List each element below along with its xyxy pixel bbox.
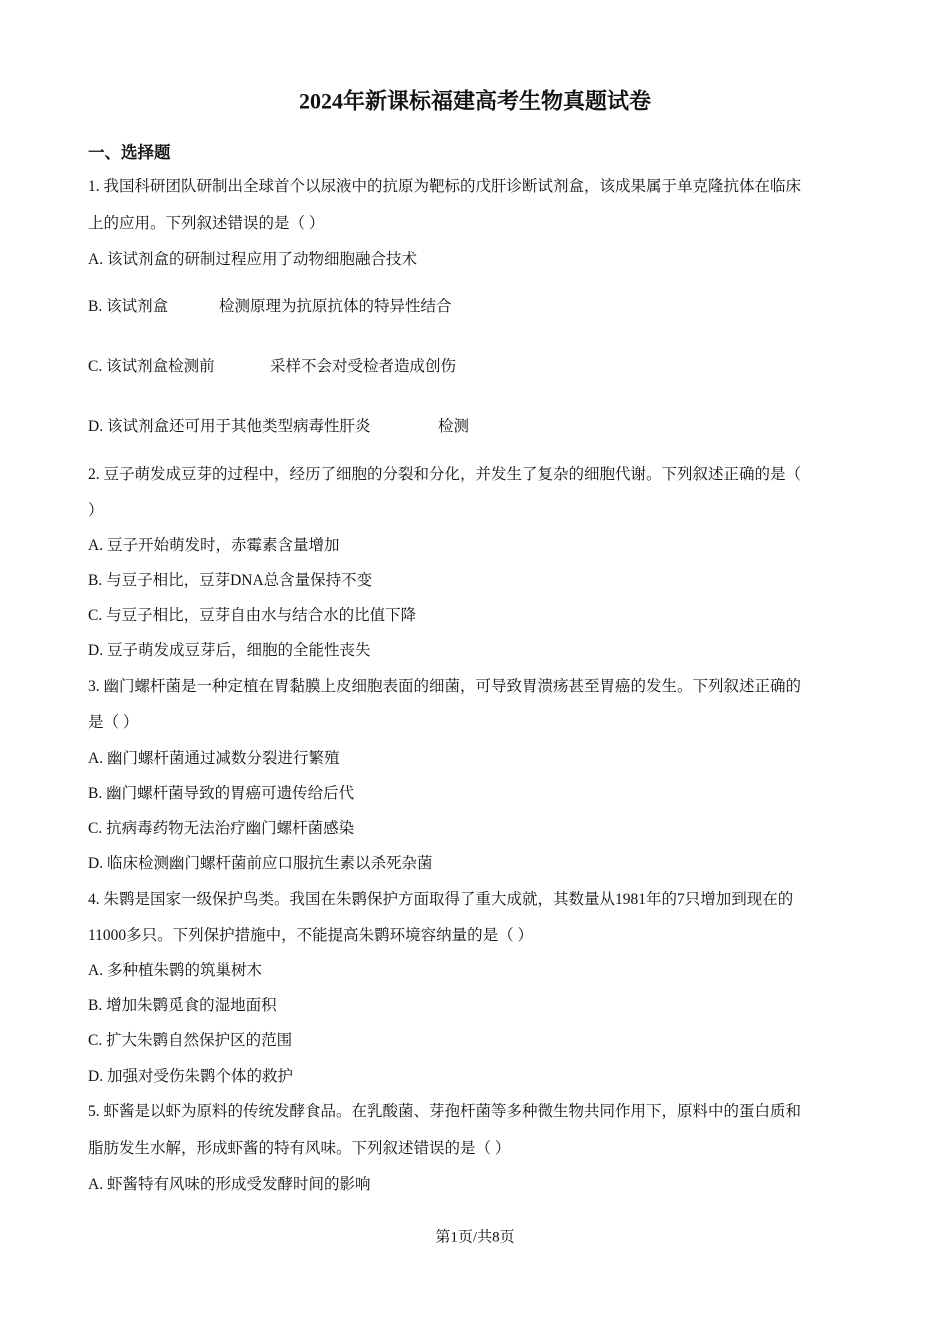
question-4-option-D — [88, 1067, 293, 1087]
option-text: 检测 — [438, 418, 470, 435]
option-text: C. 与豆子相比，豆芽自由水与结合水的比值下降 — [88, 607, 417, 624]
option-text: C. 抗病毒药物无法治疗幽门螺杆菌感染 — [88, 820, 355, 837]
question-4-option-B — [88, 996, 277, 1016]
question-1-option-B — [88, 297, 452, 317]
option-text: D. 豆子萌发成豆芽后，细胞的全能性丧失 — [88, 642, 371, 659]
question-3-stem-line: 3. 幽门螺杆菌是一种定植在胃黏膜上皮细胞表面的细菌，可导致胃溃疡甚至胃癌的发生。下列叙述正确的 — [88, 678, 802, 695]
option-text: 检测原理为抗原抗体的特异性结合 — [219, 298, 452, 315]
question-1-option-A — [88, 250, 417, 270]
question-1-stem-line: 1. 我国科研团队研制出全球首个以尿液中的抗原为靶标的戊肝诊断试剂盒，该成果属于单克隆抗体在临床 — [88, 178, 802, 195]
question-4-stem-line: 11000多只。下列保护措施中，不能提高朱鹮环境容纳量的是（ ） — [88, 927, 534, 944]
question-1-option-C — [88, 357, 457, 377]
question-4-option-A — [88, 961, 262, 981]
question-1-stem-line: 上的应用。下列叙述错误的是（ ） — [88, 215, 325, 232]
option-text: B. 与豆子相比，豆芽DNA总含量保持不变 — [88, 572, 373, 589]
option-text: B. 增加朱鹮觅食的湿地面积 — [88, 997, 277, 1014]
section-heading: 一、选择题 — [88, 143, 171, 162]
option-text: A. 豆子开始萌发时，赤霉素含量增加 — [88, 537, 340, 554]
option-text: A. 幽门螺杆菌通过减数分裂进行繁殖 — [88, 750, 340, 767]
question-1-option-D — [88, 417, 470, 437]
option-text: B. 该试剂盒 — [88, 298, 169, 315]
option-text: 采样不会对受检者造成创伤 — [270, 358, 457, 375]
question-3-option-A — [88, 749, 339, 769]
question-3-option-B — [88, 784, 354, 804]
option-text: C. 扩大朱鹮自然保护区的范围 — [88, 1032, 293, 1049]
question-2-option-A — [88, 536, 339, 556]
option-text: A. 该试剂盒的研制过程应用了动物细胞融合技术 — [88, 251, 417, 268]
question-3-stem-line: 是（ ） — [88, 714, 139, 731]
question-3-option-D — [88, 854, 432, 874]
question-5-option-A — [88, 1175, 370, 1195]
question-2-stem-line: ） — [88, 502, 104, 519]
question-2-stem-line: 2. 豆子萌发成豆芽的过程中，经历了细胞的分裂和分化，并发生了复杂的细胞代谢。下列叙述正确的是（ — [88, 466, 802, 483]
question-4-option-C — [88, 1031, 292, 1051]
question-5-stem-line: 5. 虾酱是以虾为原料的传统发酵食品。在乳酸菌、芽孢杆菌等多种微生物共同作用下，原料中的蛋白质和 — [88, 1103, 802, 1120]
option-text: A. 虾酱特有风味的形成受发酵时间的影响 — [88, 1176, 371, 1193]
question-3-option-C — [88, 819, 354, 839]
option-text: D. 临床检测幽门螺杆菌前应口服抗生素以杀死杂菌 — [88, 855, 433, 872]
option-text: D. 该试剂盒还可用于其他类型病毒性肝炎 — [88, 418, 371, 435]
option-text: A. 多种植朱鹮的筑巢树木 — [88, 962, 262, 979]
question-5-stem-line: 脂肪发生水解，形成虾酱的特有风味。下列叙述错误的是（ ） — [88, 1140, 511, 1157]
question-2-option-B — [88, 571, 372, 591]
question-2-option-D — [88, 641, 370, 661]
document-title: 2024年新课标福建高考生物真题试卷 — [298, 88, 651, 114]
page-footer: 第1页/共8页 — [435, 1229, 515, 1246]
option-text: B. 幽门螺杆菌导致的胃癌可遗传给后代 — [88, 785, 355, 802]
question-4-stem-line: 4. 朱鹮是国家一级保护鸟类。我国在朱鹮保护方面取得了重大成就，其数量从1981年的7只增加到现在的 — [88, 891, 794, 908]
option-text: D. 加强对受伤朱鹮个体的救护 — [88, 1068, 293, 1085]
option-text: C. 该试剂盒检测前 — [88, 358, 215, 375]
question-2-option-C — [88, 606, 416, 626]
